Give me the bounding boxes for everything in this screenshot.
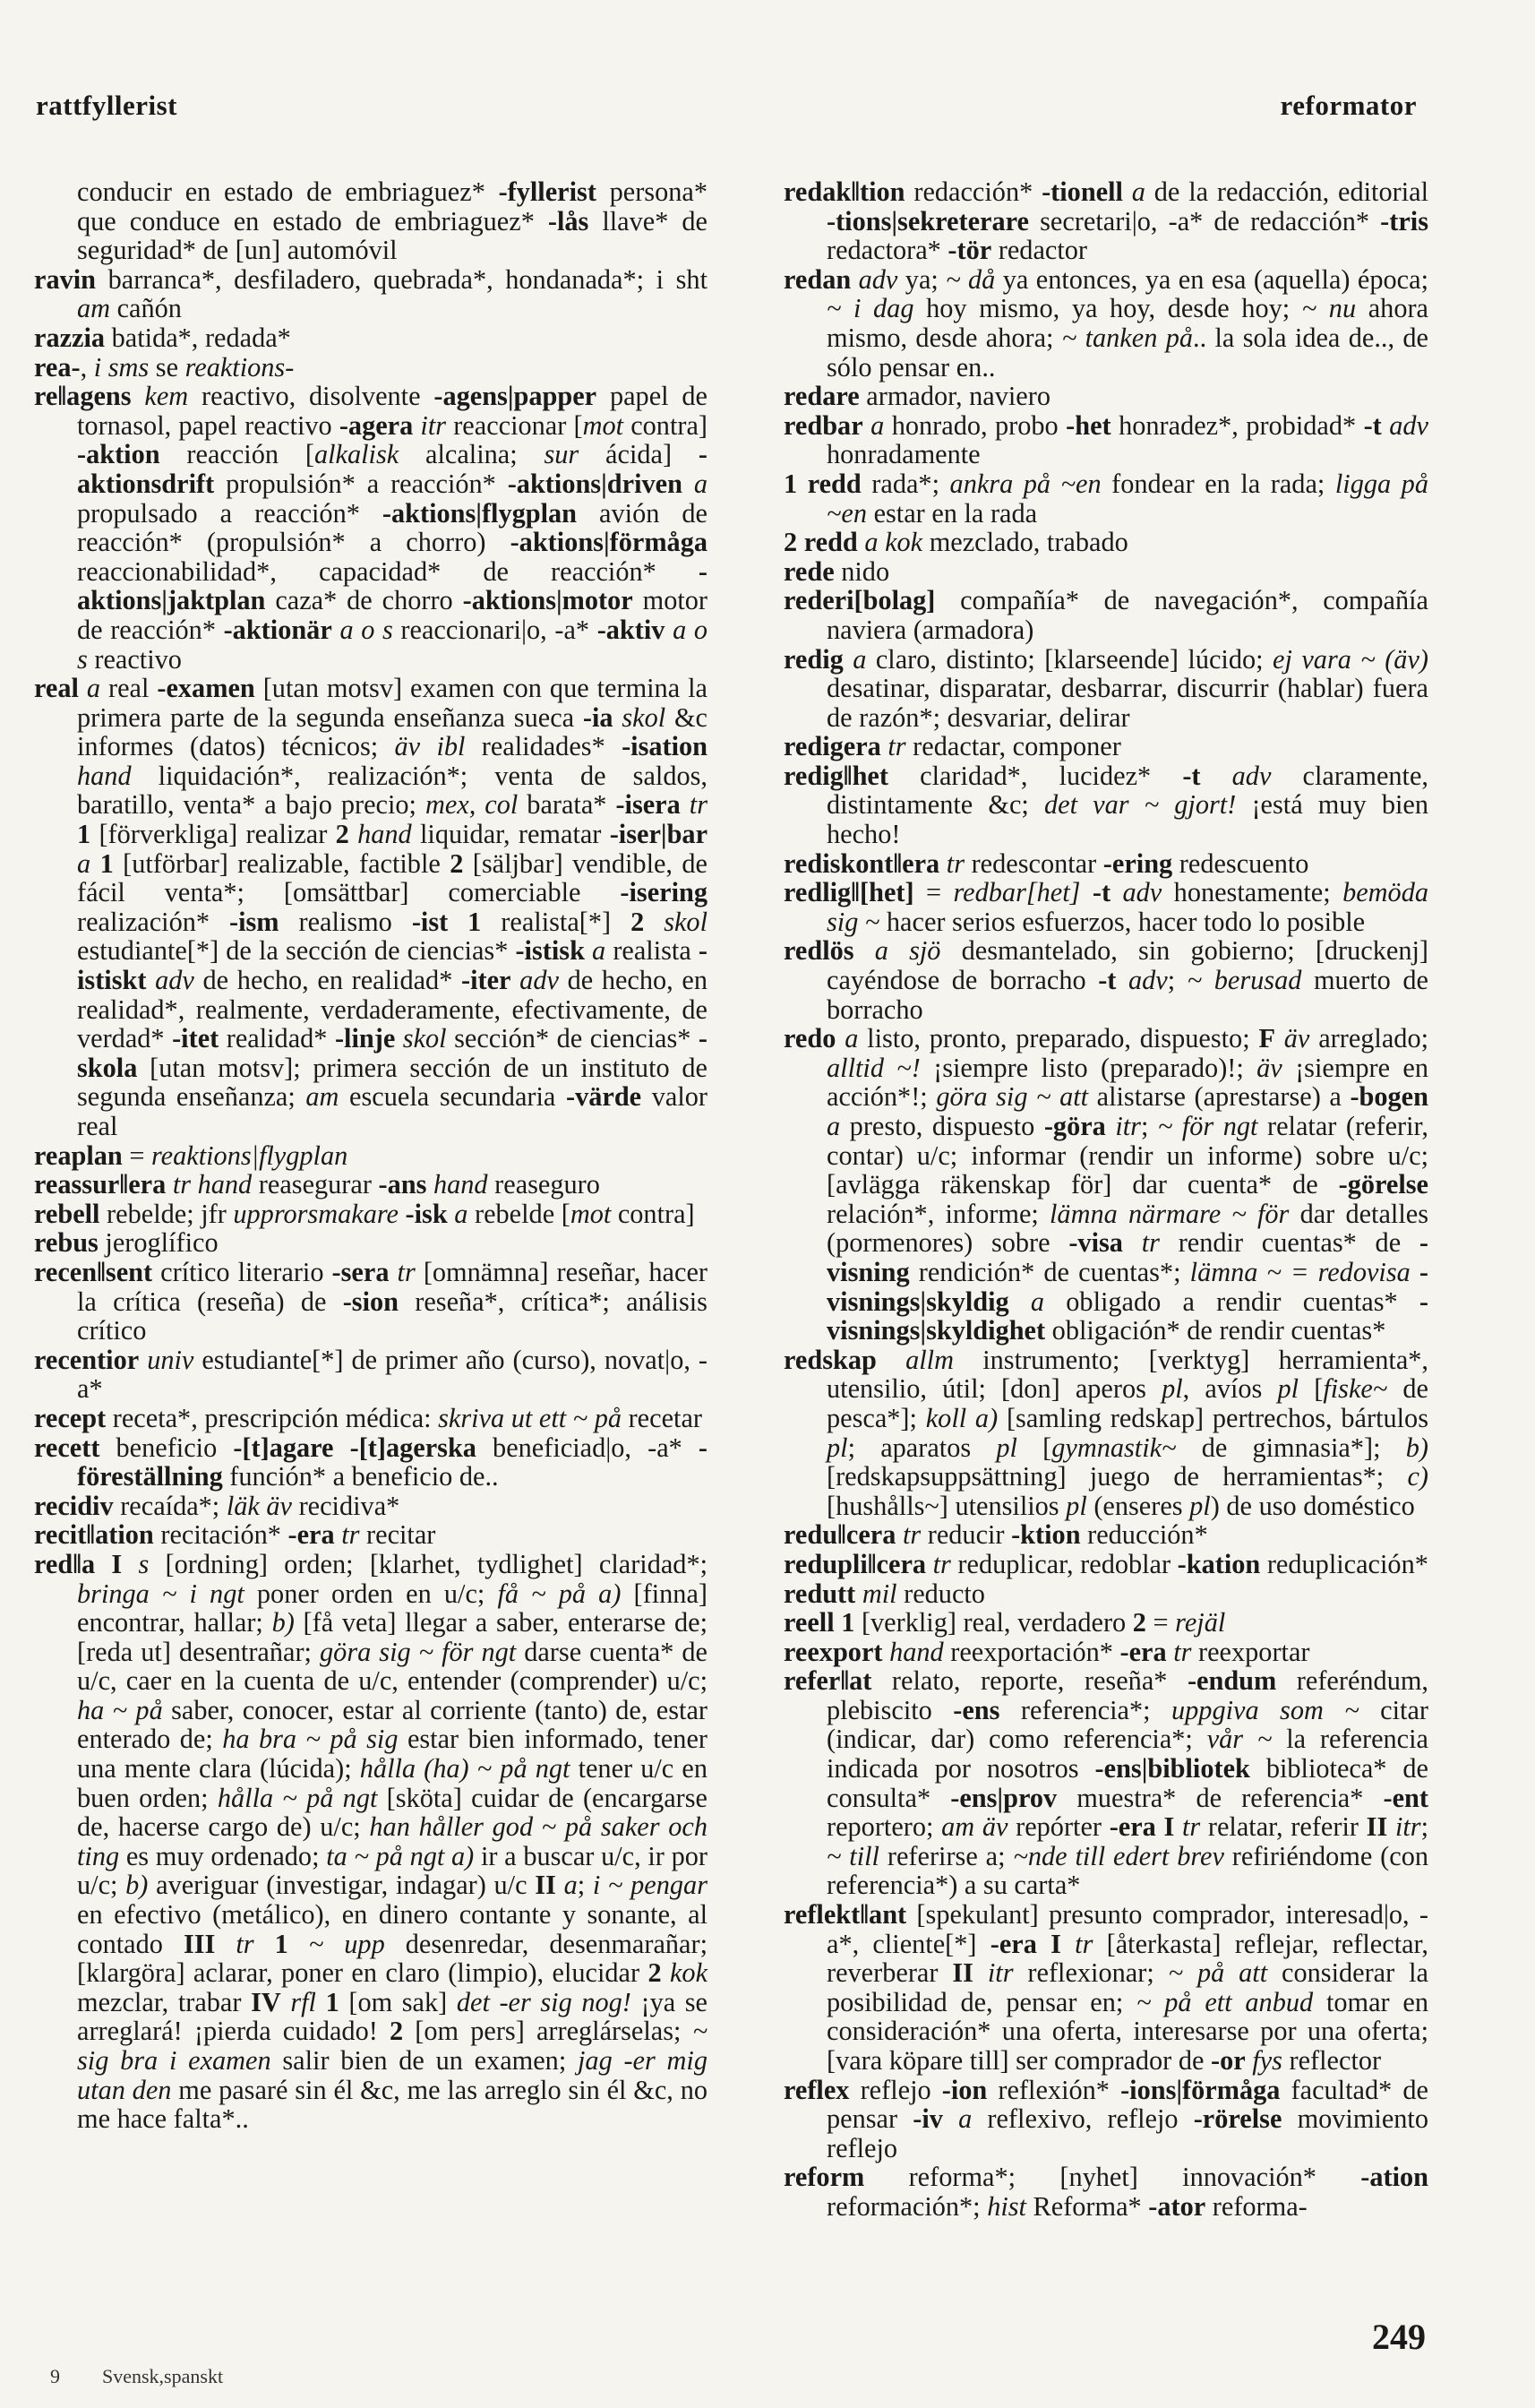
dictionary-entry: redigera tr redactar, componer bbox=[784, 731, 1121, 762]
dictionary-entry: razzia batida*, redada* bbox=[34, 322, 291, 353]
dictionary-entry: red‖a I s [ordning] orden; [klarhet, tydlighet] claridad*; bringa ~ i ngt poner orden en u/c; få ~ på a) [finna] encontrar, hallar; b) [få veta] llegar a saber, enterarse de; [reda ut] desentrañar; göra sig ~ för ngt darse cuenta* de u/c, caer en la cuenta de u/c, entender (comprender) u/c; ha ~ på saber, conocer, estar al corriente (tanto) de, estar enterado de; ha bra ~ på sig estar bien informado, tener una mente clara (lúcida); hålla (ha) ~ på ngt tener u/c en buen orden; hålla ~ på ngt [sköta] cuidar de (encargarse de, hacerse cargo de) u/c; han håller god ~ på saker och ting es muy ordenado; ta ~ på ngt a) ir a buscar u/c, ir por u/c; b) averiguar (investigar, indagar) u/c II a; i ~ pengar en efectivo (metálico), en dinero contante y sonante, al contado III tr 1 ~ upp desenredar, desenmarañar; [klargöra] aclarar, poner en claro (limpio), elucidar 2 kok mezclar, trabar IV rfl 1 [om sak] det -er sig nog! ¡ya se arreglará! ¡pierda cuidado! 2 [om pers] arreglárselas; ~ sig bra i examen salir bien de un examen; jag -er mig utan den me pasaré sin él &c, me las arreglo sin él &c, no me hace falta*.. bbox=[34, 1548, 708, 2135]
dictionary-entry: reform reforma*; [nyhet] innovación* -ation reformación*; hist Reforma* -ator reforma- bbox=[784, 2162, 1428, 2222]
dictionary-entry: 2 redd a kok mezclado, trabado bbox=[784, 527, 1128, 558]
dictionary-entry: redig a claro, distinto; [klarseende] lúcido; ej vara ~ (äv) desatinar, disparatar, desbarrar, discurrir (hablar) fuera de razón*; desvariar, delirar bbox=[784, 643, 1428, 733]
dictionary-entry: recen‖sent crítico literario -sera tr [omnämna] reseñar, hacer la crítica (reseña) de -sion reseña*, crítica*; análisis crítico bbox=[34, 1256, 707, 1346]
dictionary-entry: re‖agens kem reactivo, disolvente -agens|papper papel de tornasol, papel reactivo -agera itr reaccionar [mot contra] -aktion reacción [alkalisk alcalina; sur ácida] -aktionsdrift propulsión* a reacción* -aktions|driven a propulsado a reacción* -aktions|flygplan avión de reacción* (propulsión* a chorro) -aktions|förmåga reaccionabilidad*, capacidad* de reacción* -aktions|jaktplan caza* de chorro -aktions|motor motor de reacción* -aktionär a o s reaccionari|o, -a* -aktiv a o s reactivo bbox=[34, 381, 708, 675]
dictionary-entry: recentior univ estudiante[*] de primer año (curso), novat|o, -a* bbox=[34, 1344, 707, 1405]
dictionary-entry: redupli‖cera tr reduplicar, redoblar -kation reduplicación* bbox=[784, 1548, 1428, 1579]
dictionary-entry: redare armador, naviero bbox=[784, 381, 1050, 412]
dictionary-entry: recidiv recaída*; läk äv recidiva* bbox=[34, 1490, 400, 1521]
dictionary-entry: redlig‖[het] = redbar[het] -t adv honestamente; bemöda sig ~ hacer serios esfuerzos, hacer todo lo posible bbox=[784, 877, 1428, 937]
dictionary-entry: redan adv ya; ~ då ya entonces, ya en esa (aquella) época; ~ i dag hoy mismo, ya hoy, desde hoy; ~ nu ahora mismo, desde ahora; ~ tanken på.. la sola idea de.., de sólo pensar en.. bbox=[784, 263, 1429, 383]
dictionary-entry: redlös a sjö desmantelado, sin gobierno; [druckenj] cayéndose de borracho -t adv; ~ berusad muerto de borracho bbox=[784, 935, 1428, 1025]
printer-signature: 9 bbox=[50, 2365, 60, 2387]
dictionary-entry: reflex reflejo -ion reflexión* -ions|förmåga facultad* de pensar -iv a reflexivo, reflejo -rörelse movimiento reflejo bbox=[784, 2074, 1428, 2163]
dictionary-entry: reflekt‖ant [spekulant] presunto comprador, interesad|o, -a*, cliente[*] -era I tr [återkasta] reflejar, reflectar, reverberar II itr reflexionar; ~ på att considerar la posibilidad de, pensar en; ~ på ett anbud tomar en consideración* una oferta, interesarse por una oferta; [vara köpare till] ser comprador de -or fys reflector bbox=[784, 1899, 1429, 2076]
right-column bbox=[784, 177, 1428, 2222]
dictionary-entry: recept receta*, prescripción médica: skriva ut ett ~ på recetar bbox=[34, 1402, 702, 1433]
dictionary-entry: recett beneficio -[t]agare -[t]agerska beneficiad|o, -a* -föreställning función* a beneficio de.. bbox=[34, 1432, 707, 1492]
dictionary-entry: rebell rebelde; jfr upprorsmakare -isk a rebelde [mot contra] bbox=[34, 1198, 695, 1229]
dictionary-entry: redu‖cera tr reducir -ktion reducción* bbox=[784, 1519, 1208, 1551]
dictionary-entry: rederi[bolag] compañía* de navegación*, compañía naviera (armadora) bbox=[784, 585, 1428, 645]
dictionary-entry: redig‖het claridad*, lucidez* -t adv claramente, distintamente &c; det var ~ gjort! ¡está muy bien hecho! bbox=[784, 760, 1428, 850]
dictionary-entry: rede nido bbox=[784, 555, 890, 587]
book-title: Svensk,spanskt bbox=[102, 2365, 224, 2387]
running-head-left: rattfyllerist bbox=[36, 90, 177, 121]
dictionary-entry: redskap allm instrumento; [verktyg] herramienta*, utensilio, útil; [don] aperos pl, avíos pl [fiske~ de pesca*]; koll a) [samling redskap] pertrechos, bártulos pl; aparatos pl [gymnastik~ de gimnasia*]; b) [redskapsuppsättning] juego de herramientas*; c) [hushålls~] utensilios pl (enseres pl) de uso doméstico bbox=[784, 1344, 1428, 1521]
dictionary-entry: reexport hand reexportación* -era tr reexportar bbox=[784, 1636, 1310, 1667]
dictionary-entry: refer‖at relato, reporte, reseña* -endum referéndum, plebiscito -ens referencia*; uppgiva som ~ citar (indicar, dar) como referencia*; vår ~ la referencia indicada por nosotros -ens|bibliotek biblioteca* de consulta* -ens|prov muestra* de referencia* -ent reportero; am äv repórter -era I tr relatar, referir II itr; ~ till referirse a; ~nde till edert brev refiriéndome (con referencia*) a su carta* bbox=[784, 1665, 1429, 1901]
dictionary-entry: redo a listo, pronto, preparado, dispuesto; F äv arreglado; alltid ~! ¡siempre listo (preparado)!; äv ¡siempre en acción*!; göra sig ~ att alistarse (aprestarse) a -bogen a presto, dispuesto -göra itr; ~ för ngt relatar (referir, contar) u/c; informar (rendir un informe) sobre u/c; [avlägga räkenskap för] dar cuenta* de -görelse relación*, informe; lämna närmare ~ för dar detalles (pormenores) sobre -visa tr rendir cuentas* de -visning rendición* de cuentas*; lämna ~ = redovisa -visnings|skyldig a obligado a rendir cuentas* -visnings|skyldighet obligación* de rendir cuentas* bbox=[784, 1023, 1429, 1346]
dictionary-entry: ravin barranca*, desfiladero, quebrada*, hondanada*; i sht am cañón bbox=[34, 263, 707, 324]
dictionary-entry: conducir en estado de embriaguez* -fyllerist persona* que conduce en estado de embriaguez* -lås llave* de seguridad* de [un] automóvil bbox=[77, 176, 707, 266]
dictionary-entry: reassur‖era tr hand reasegurar -ans hand reaseguro bbox=[34, 1169, 600, 1200]
dictionary-entry: redutt mil reducto bbox=[784, 1578, 985, 1609]
dictionary-entry: redbar a honrado, probo -het honradez*, probidad* -t adv honradamente bbox=[784, 409, 1428, 470]
dictionary-entry: rebus jeroglífico bbox=[34, 1227, 219, 1259]
dictionary-entry: reaplan = reaktions|flygplan bbox=[34, 1140, 348, 1171]
footer-signature-line bbox=[50, 2365, 223, 2388]
dictionary-entry: redak‖tion redacción* -tionell a de la redacción, editorial -tions|sekreterare secretari|o, -a* de redacción* -tris redactora* -tör redactor bbox=[784, 176, 1428, 266]
running-head-right: reformator bbox=[1280, 90, 1417, 121]
dictionary-entry: rediskont‖era tr redescontar -ering redescuento bbox=[784, 847, 1309, 879]
dictionary-entry: real a real -examen [utan motsv] examen con que termina la primera parte de la segunda enseñanza sueca -ia skol &c informes (datos) técnicos; äv ibl realidades* -isation hand liquidación*, realización*; venta de saldos, baratillo, venta* a bajo precio; mex, col barata* -isera tr 1 [förverkliga] realizar 2 hand liquidar, rematar -iser|bar a 1 [utförbar] realizable, factible 2 [säljbar] vendible, de fácil venta*; [omsättbar] comerciable -isering realización* -ism realismo -ist 1 realista[*] 2 skol estudiante[*] de la sección de ciencias* -istisk a realista -istiskt adv de hecho, en realidad* -iter adv de hecho, en realidad*, realmente, verdaderamente, efectivamente, de verdad* -itet realidad* -linje skol sección* de ciencias* -skola [utan motsv]; primera sección de un instituto de segunda enseñanza; am escuela secundaria -värde valor real bbox=[34, 673, 708, 1141]
left-column bbox=[34, 177, 707, 2134]
page-number: 249 bbox=[1372, 2317, 1426, 2357]
dictionary-entry: rea-, i sms se reaktions- bbox=[34, 351, 295, 383]
dictionary-entry: recit‖ation recitación* -era tr recitar bbox=[34, 1519, 436, 1551]
dictionary-entry: reell 1 [verklig] real, verdadero 2 = rejäl bbox=[784, 1607, 1226, 1638]
dictionary-entry: 1 redd rada*; ankra på ~en fondear en la rada; ligga på ~en estar en la rada bbox=[784, 468, 1428, 529]
